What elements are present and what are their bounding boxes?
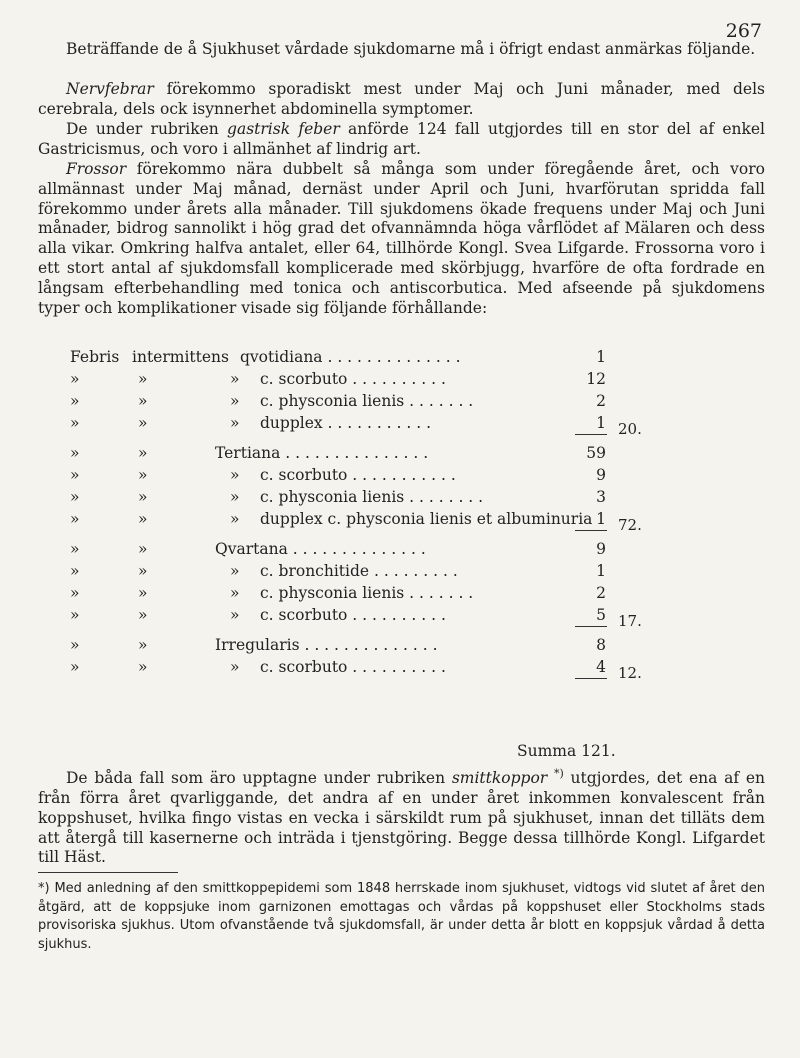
summa-total: Summa 121. [517, 742, 616, 760]
footnote-ref: *) [553, 767, 564, 780]
subtotal-rule [575, 434, 607, 435]
gastrisk-pre: De under rubriken [66, 120, 219, 138]
ditto-mark: » [138, 414, 148, 432]
ditto-mark: » [138, 540, 148, 558]
ditto-mark: » [70, 444, 80, 462]
footnote-divider [38, 872, 178, 873]
ditto-mark: » [70, 488, 80, 506]
intermittens-label: intermittens [132, 348, 229, 366]
row-value: 9 [596, 466, 606, 484]
ditto-mark: » [70, 658, 80, 676]
ditto-mark: » [70, 466, 80, 484]
row-label: c. physconia lienis . . . . . . . [260, 584, 474, 602]
smittkoppor-title: smittkoppor [451, 769, 548, 788]
group-subtotal: 17. [618, 612, 642, 630]
footnote [38, 880, 765, 954]
row-label: c. bronchitide . . . . . . . . . [260, 562, 458, 580]
row-label: Qvartana . . . . . . . . . . . . . . [215, 540, 426, 558]
frossor-title: Frossor [66, 160, 127, 178]
row-label: qvotidiana . . . . . . . . . . . . . . [240, 348, 461, 366]
group-subtotal: 20. [618, 420, 642, 438]
ditto-mark: » [230, 466, 240, 484]
gastrisk-text: anförde 124 fall utgjordes till en stor del af enkel Gastricismus, och voro i allmänhet af lindrig art. [38, 120, 766, 158]
row-label: dupplex c. physconia lienis et albuminuria [260, 510, 593, 528]
row-label: Tertiana . . . . . . . . . . . . . . . [215, 444, 429, 462]
row-label: c. scorbuto . . . . . . . . . . . [260, 466, 456, 484]
frossor-text: förekommo nära dubbelt så många som under föregående året, och voro allmännast under Maj månad, dernäst under April och Juni, hvarförutan spridda fall förekommo under årets alla månader. Till sjukdomens ökade frequens under Maj och Juni månader, bidrog sannolikt i hög grad det ofvannämnda höga vårflödet af Mälaren och dess alla vikar. Omkring halfva antalet, eller 64, tillhörde Kongl. Svea Lifgarde. Frossorna voro i ett stort antal af sjukdomsfall komplicerade med skörbjugg, hvarföre de ofta fordrade en långsam efterbehandling med tonica och antiscorbutica. Med afseende på sjukdomens typer och komplikationer visade sig följande förhållande: [38, 160, 765, 317]
subtotal-rule [575, 626, 607, 627]
nervfebrar-title: Nervfebrar [66, 80, 154, 98]
ditto-mark: » [138, 488, 148, 506]
row-value: 2 [596, 584, 606, 602]
row-value: 1 [596, 414, 606, 432]
ditto-mark: » [70, 392, 80, 410]
ditto-mark: » [230, 392, 240, 410]
row-value: 5 [596, 606, 606, 624]
ditto-mark: » [230, 488, 240, 506]
febris-label: Febris [70, 348, 120, 366]
smittkoppor-pre: De båda fall som äro upptagne under rubriken [66, 769, 446, 788]
ditto-mark: » [138, 606, 148, 624]
row-value: 9 [596, 540, 606, 558]
subtotal-rule [575, 530, 607, 531]
ditto-mark: » [70, 584, 80, 602]
ditto-mark: » [138, 466, 148, 484]
group-subtotal: 12. [618, 664, 642, 682]
ditto-mark: » [230, 370, 240, 388]
ditto-mark: » [138, 392, 148, 410]
ditto-mark: » [138, 370, 148, 388]
row-value: 8 [596, 636, 606, 654]
ditto-mark: » [230, 606, 240, 624]
ditto-mark: » [70, 414, 80, 432]
row-label: c. physconia lienis . . . . . . . [260, 392, 474, 410]
ditto-mark: » [70, 510, 80, 528]
ditto-mark: » [138, 584, 148, 602]
row-label: c. scorbuto . . . . . . . . . . [260, 370, 446, 388]
ditto-mark: » [230, 510, 240, 528]
smittkoppor-text: utgjordes, det ena af en från förra året qvarliggande, det andra af en under året inkommen konvalescent från koppshuset, hvilka fingo vistas en vecka i särskildt rum på sjukhuset, innan det tilläts dem att återgå till kasernerne och inträda i tjenstgöring. Begge dessa tillhörde Kongl. Lifgardet till Häst. [38, 769, 765, 867]
nervfebrar-paragraph [38, 80, 765, 120]
row-value: 4 [596, 658, 606, 676]
ditto-mark: » [230, 414, 240, 432]
row-label: dupplex . . . . . . . . . . . [260, 414, 432, 432]
row-label: c. scorbuto . . . . . . . . . . [260, 606, 446, 624]
ditto-mark: » [138, 658, 148, 676]
ditto-mark: » [230, 562, 240, 580]
row-value: 1 [596, 562, 606, 580]
frossor-paragraph [38, 160, 765, 318]
ditto-mark: » [230, 658, 240, 676]
intro-paragraph: Beträffande de å Sjukhuset vårdade sjukdomarne må i öfrigt endast anmärkas följande. [66, 40, 756, 58]
ditto-mark: » [138, 636, 148, 654]
ditto-mark: » [230, 584, 240, 602]
nervfebrar-text: förekommo sporadiskt mest under Maj och Juni månader, med dels cerebrala, dels ock isynnerhet abdominella symptomer. [38, 80, 765, 118]
row-value: 59 [586, 444, 606, 462]
ditto-mark: » [70, 540, 80, 558]
row-value: 1 [596, 348, 606, 366]
row-value: 12 [586, 370, 606, 388]
footnote-marker: *) [38, 881, 50, 896]
footnote-text: Med anledning af den smittkoppepidemi som 1848 herrskade inom sjukhuset, vidtogs vid slutet af året den åtgärd, att de koppsjuke inom garnizonen emottagas och vårdas på koppshuset eller Stockholms stads provisoriska sjukhus. Utom ofvanstående två sjukdomsfall, är under detta år blott en koppsjuk vårdad å detta sjukhus. [38, 881, 765, 952]
row-value: 3 [596, 488, 606, 506]
ditto-mark: » [70, 636, 80, 654]
row-value: 2 [596, 392, 606, 410]
group-subtotal: 72. [618, 516, 642, 534]
ditto-mark: » [138, 444, 148, 462]
ditto-mark: » [138, 562, 148, 580]
row-label: c. scorbuto . . . . . . . . . . [260, 658, 446, 676]
page-number: 267 [725, 20, 762, 42]
ditto-mark: » [70, 562, 80, 580]
row-label: Irregularis . . . . . . . . . . . . . . [215, 636, 438, 654]
row-value: 1 [596, 510, 606, 528]
ditto-mark: » [138, 510, 148, 528]
row-label: c. physconia lienis . . . . . . . . [260, 488, 484, 506]
smittkoppor-paragraph [38, 764, 765, 868]
subtotal-rule [575, 678, 607, 679]
ditto-mark: » [70, 370, 80, 388]
ditto-mark: » [70, 606, 80, 624]
gastrisk-paragraph [38, 120, 765, 160]
gastrisk-title: gastrisk feber [227, 120, 340, 138]
